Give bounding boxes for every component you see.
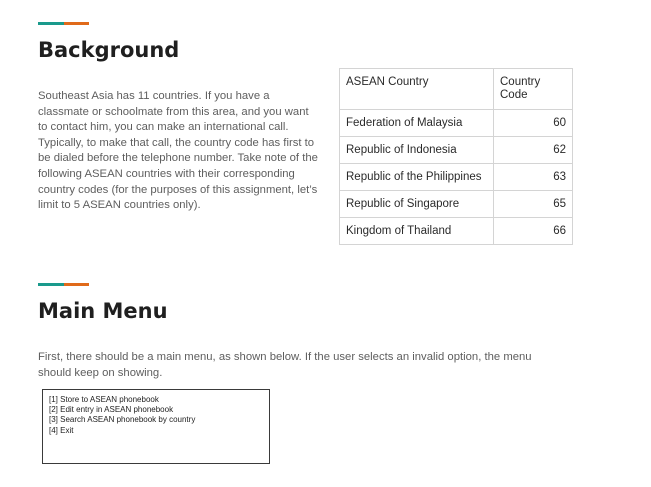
section-accent-bar: [38, 22, 89, 25]
table-row: [340, 137, 573, 164]
table-header-row: [340, 69, 573, 110]
country-cell: Republic of the Philippines: [340, 164, 494, 191]
table-row: [340, 110, 573, 137]
accent-orange: [64, 22, 89, 25]
code-cell: 62: [494, 137, 573, 164]
main-menu-heading: Main Menu: [38, 299, 168, 323]
country-cell: Kingdom of Thailand: [340, 218, 494, 245]
country-cell: Federation of Malaysia: [340, 110, 494, 137]
menu-option: [3] Search ASEAN phonebook by country: [49, 415, 196, 425]
main-menu-paragraph: First, there should be a main menu, as shown below. If the user selects an invalid option, the menu should keep on showing.: [38, 351, 532, 379]
table-row: [340, 218, 573, 245]
section-accent-bar: [38, 283, 89, 286]
main-menu-console: [42, 389, 270, 464]
table-row: [340, 191, 573, 218]
background-paragraph: Southeast Asia has 11 countries. If you have a classmate or schoolmate from this area, and you want to contact him, you can make an international call. Typically, to make that call, the country code has first to be dialed before the telephone number. Take note of the following ASEAN countries with their corresponding country codes (for the purposes of this assignment, let’s limit to 5 ASEAN countries only).: [38, 90, 318, 212]
country-cell: Republic of Indonesia: [340, 137, 494, 164]
table-row: [340, 164, 573, 191]
header-country: ASEAN Country: [340, 69, 494, 110]
code-cell: 63: [494, 164, 573, 191]
country-cell: Republic of Singapore: [340, 191, 494, 218]
accent-teal: [38, 283, 64, 286]
country-code-table: [339, 68, 573, 245]
menu-option: [1] Store to ASEAN phonebook: [49, 395, 159, 404]
code-cell: 66: [494, 218, 573, 245]
background-heading: Background: [38, 38, 180, 62]
header-code: Country Code: [494, 69, 573, 110]
menu-option: [2] Edit entry in ASEAN phonebook: [49, 405, 174, 415]
menu-option: [4] Exit: [49, 425, 74, 435]
accent-teal: [38, 22, 64, 25]
code-cell: 60: [494, 110, 573, 137]
accent-orange: [64, 283, 89, 286]
code-cell: 65: [494, 191, 573, 218]
